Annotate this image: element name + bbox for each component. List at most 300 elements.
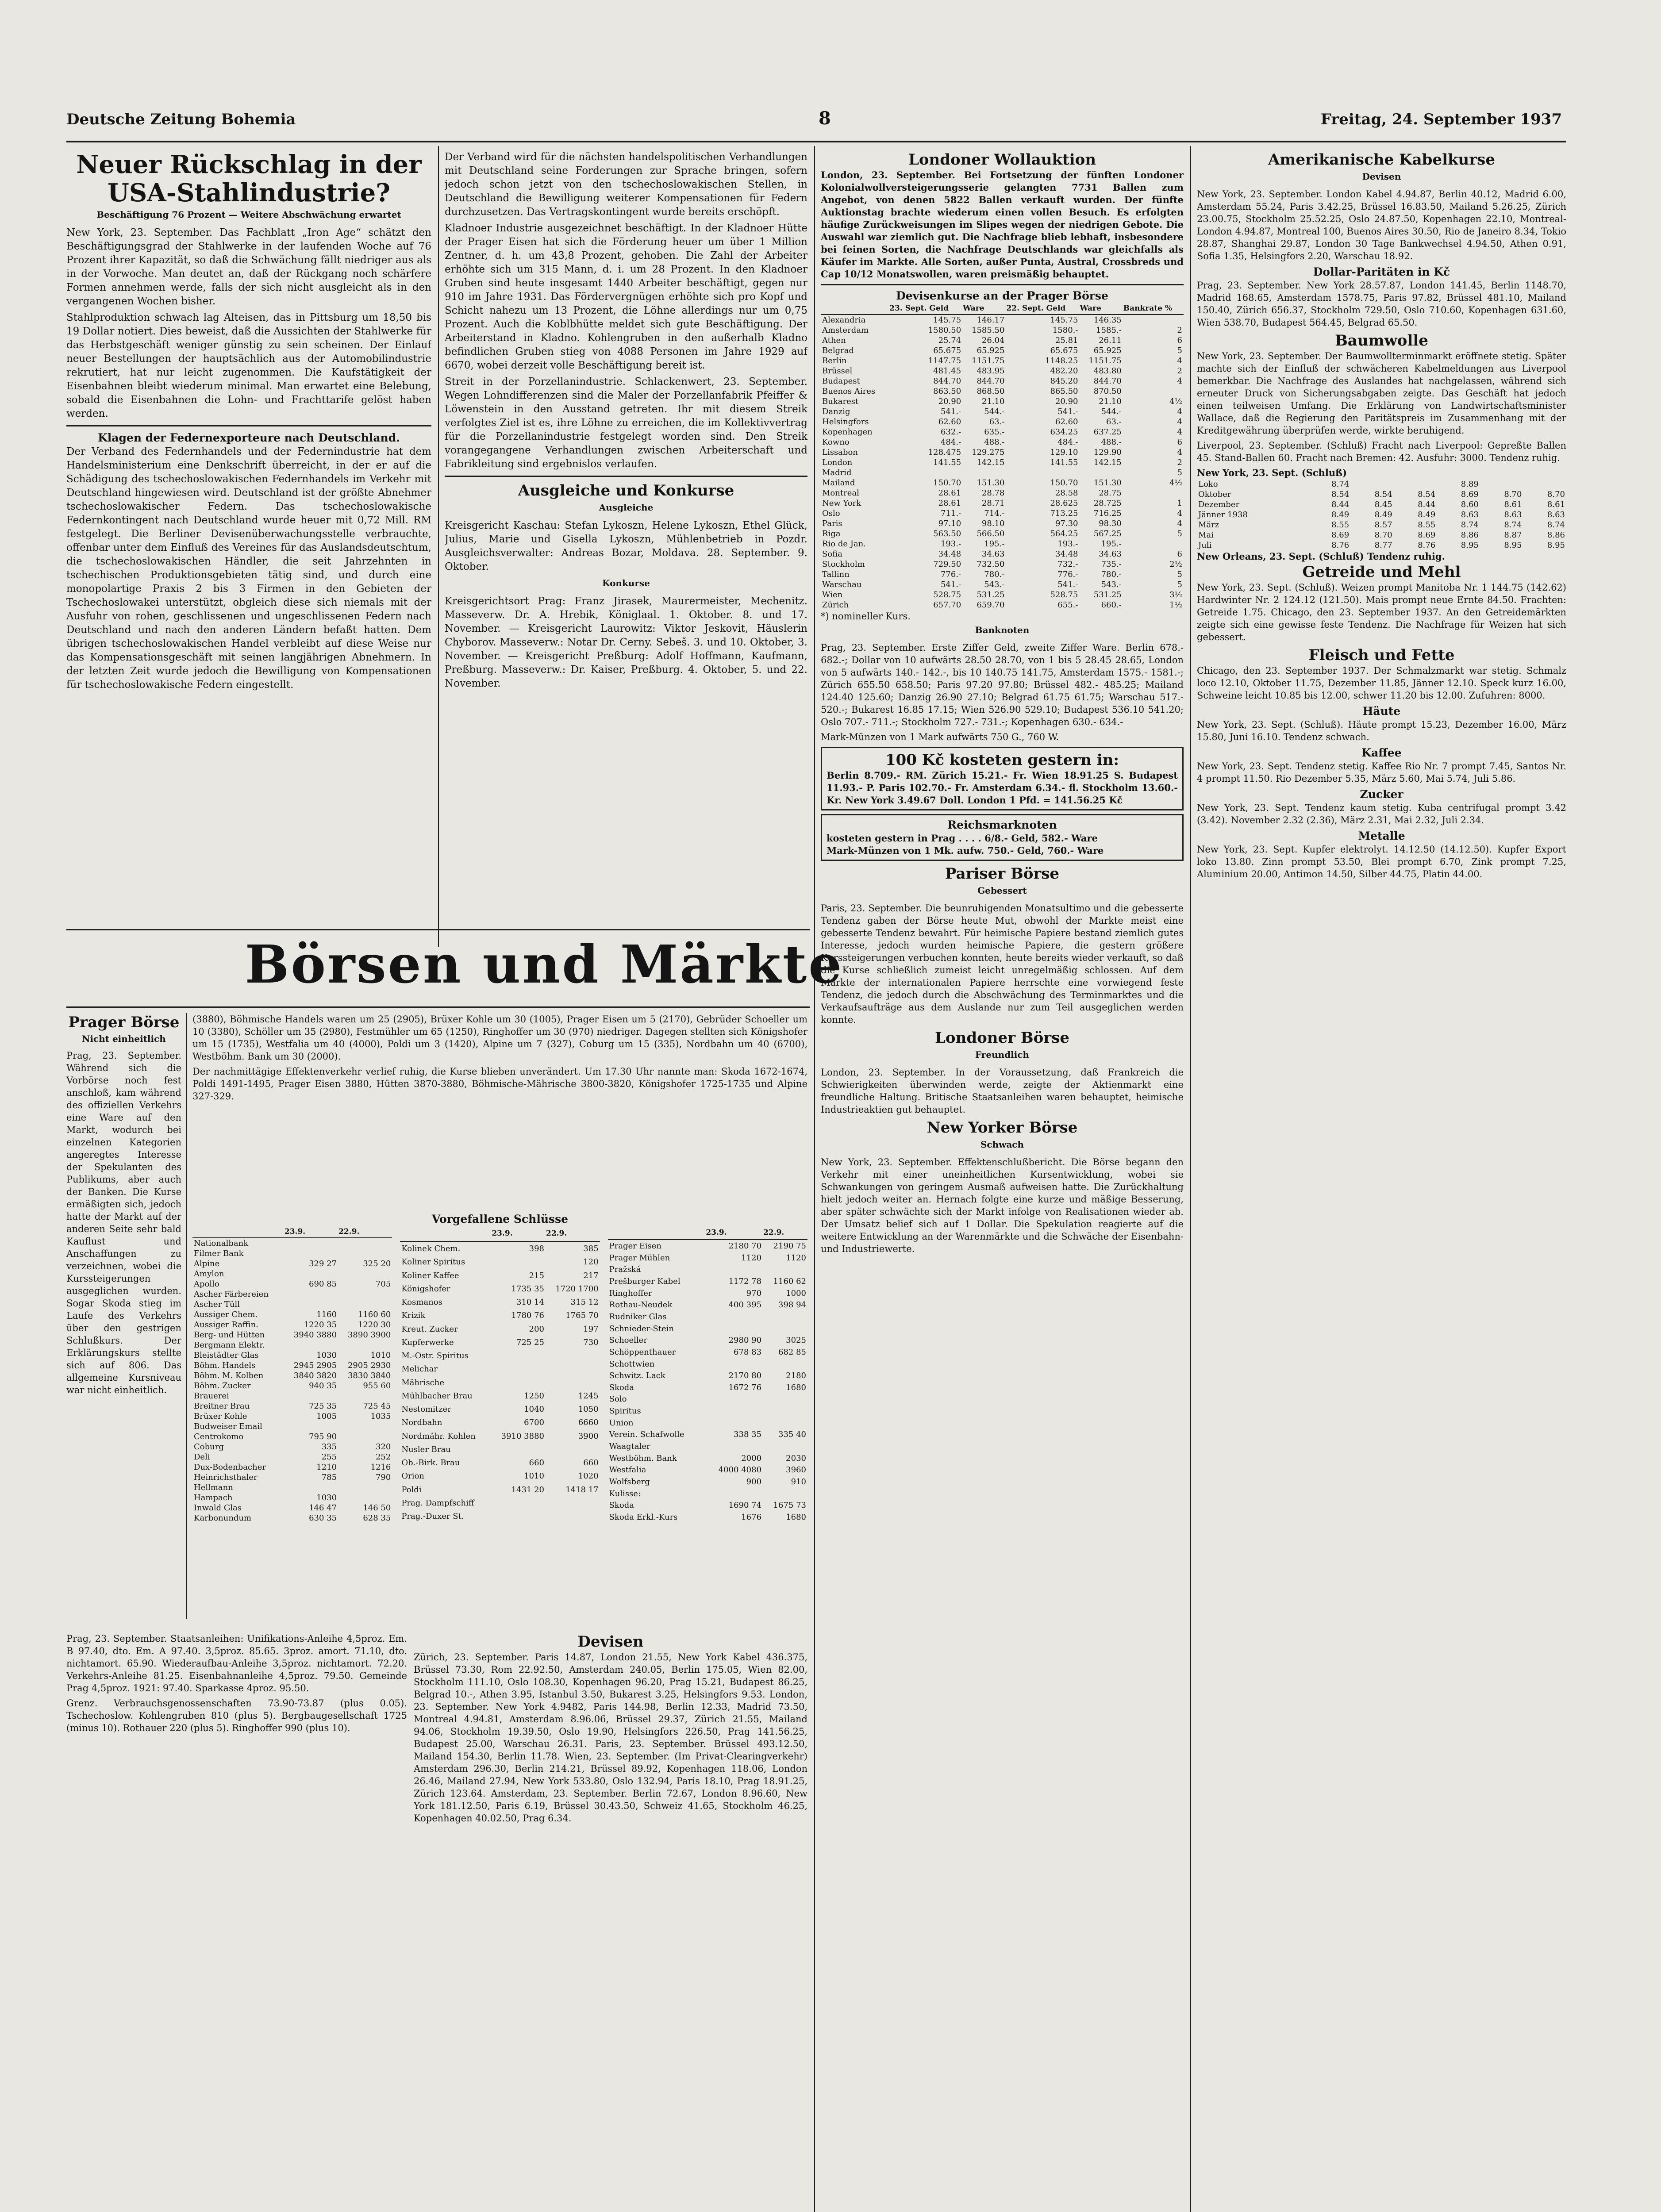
table-cell [705, 1358, 763, 1370]
table-row [821, 376, 1184, 386]
table-cell [284, 1482, 338, 1493]
headline-cable-rates: Amerikanische Kabelkurse [1268, 151, 1495, 169]
headline-grain: Getreide und Mehl [1302, 563, 1461, 581]
table-cell: 4 [1177, 519, 1182, 528]
table-row [192, 1503, 392, 1513]
table-header-cell: Ware [962, 303, 1006, 315]
table-cell: 776.- [1057, 570, 1078, 579]
table-row [192, 1493, 392, 1503]
table-cell: 145.75 [933, 315, 961, 325]
table-cell: 320 [375, 1442, 391, 1452]
table-cell: Wolfsberg [609, 1477, 650, 1486]
table-cell: 34.48 [938, 549, 961, 559]
table-cell: 711.- [940, 509, 961, 518]
article-paragraph: New York, 23. Sept. Kupfer elektrolyt. 14.12.50 (14.12.50). Kupfer Export loko 13.80. Zinn prompt 53.50, Blei prompt 6.70, Zink prompt 7.25, Aluminium 20.00, Antimon 14.50, Silber 44.75, Platin 44.00. [1197, 844, 1566, 879]
table-cell [338, 1248, 392, 1259]
table-cell: 146.35 [1093, 315, 1122, 325]
headline-devisen: Devisen [577, 1633, 644, 1651]
article-paragraph: Paris, 23. September. Die beunruhigenden Monatsultimo und die gebesserte Tendenz gaben der Börse heute Mut, obwohl der Markte meist eine gebesserte Tendenz bewahrt. Für heimische Papiere bestand ziemlich gutes Interesse, jedoch wurden heimische Papiere, die gestern größere Kurssteigerungen verbuchen konnten, heute bereits wieder verkauft, so daß die Kurse schließlich zumeist leicht unregelmäßig schlossen. Auf dem Markte der internationalen Papiere herrschte eine vorwiegend feste Tendenz, die jedoch durch die Abschwächung des Terminmarktes und die Verkaufsaufträge aus dem Auslande nur zum Teil ausgeglichen werden konnte. [821, 903, 1184, 1025]
table-cell: Jänner 1938 [1198, 510, 1248, 519]
table-row [192, 1421, 392, 1432]
table-row [608, 1334, 807, 1346]
table-cell [1394, 479, 1437, 489]
table-cell: 141.55 [933, 458, 961, 467]
table-cell: 146 50 [363, 1503, 391, 1513]
table-row [400, 1296, 600, 1309]
table-cell [763, 1488, 807, 1500]
table-row [400, 1363, 600, 1376]
table-cell: Dux-Bodenbacher [194, 1463, 266, 1472]
table-row [192, 1371, 392, 1381]
table-cell: 1765 70 [565, 1311, 599, 1321]
table-cell: Berlin [822, 356, 847, 365]
table-row [821, 457, 1184, 468]
column-2 [445, 150, 807, 925]
table-cell: 8.55 [1418, 520, 1436, 530]
table-cell: Prager Eisen [609, 1241, 661, 1251]
table-cell: 1245 [578, 1391, 599, 1401]
reichsmark-row: kosteten gestern in Prag . . . . 6/8.- Geld, 582.- Ware [827, 833, 1098, 844]
table-cell: 6 [1177, 549, 1182, 559]
table-cell: 8.49 [1374, 510, 1392, 519]
table-header-cell [821, 303, 889, 315]
article-paragraph: New York, 23. September. Der Baumwollterminmarkt eröffnete stetig. Später machte sich der Einfluß der schwächeren Kabelmeldungen aus Liverpool bemerkbar. Die Nachfrage des Auslandes hat nachgelassen, während sich erneuter Druck von Sicherungsabgaben zeigte. Das Geschäft hat jedoch einen teilweisen Umfang. Die Erklärung von Landwirtschaftsminister Wallace, daß die Regierung den Paritätspreis im Zusammenhang mit der Kreditgewährung überprüfen werde, wirkte beruhigend. [1197, 351, 1566, 436]
table-cell: 1220 35 [304, 1320, 337, 1329]
table-cell: 28.61 [938, 488, 961, 498]
table-cell: Paris [822, 519, 842, 528]
table-cell: Nestomitzer [401, 1405, 451, 1414]
table-row [821, 427, 1184, 437]
table-cell: 2000 [741, 1453, 762, 1463]
table-cell: 6660 [578, 1418, 599, 1428]
table-cell [338, 1289, 392, 1299]
table-row [192, 1310, 392, 1320]
table-cell: 1030 [316, 1351, 337, 1360]
table-cell: 1580.- [1052, 326, 1078, 335]
table-cell: 146.17 [977, 315, 1005, 325]
article-paragraph: Der Verband des Federnhandels und der Federnindustrie hat dem Handelsministerium eine Denkschrift überreicht, in der er auf die Schädigung des tschechoslowakischen Federnhandels im Verkehr mit Deutschland hingewiesen wird. Deutschland ist der größte Abnehmer tschechoslowakischer Federn. Das tschechoslowakische Federnkontingent nach Deutschland wurde heuer mit 0,72 Mill. RM festgelegt. Die Berliner Devisenüberwachungsstelle verbrauchte, offenbar unter dem Einfluß des Vereines für das Auslandsdeutschtum, die tschechoslowakischen Händler, die seit Jahrzehnten in tschechischen Produktionsgebieten tätig sind, und durch eine monopolartige Praxis 2 bis 3 Firmen in den Gebieten der Tschechoslowakei unterstützt, obgleich diese sich niemals mit der Ausfuhr von rohen, geschlissenen und ungeschlissenen Federn nach Deutschland und nach den anderen Ländern befaßt hatten. Dem übrigen tschechoslowakischen Handel verbleibt auf diese Weise nur das Kompensationsgeschäft mit seinen langjährigen Abnehmern. In der letzten Zeit wurde jedoch die Bewilligung von Kompensationen für tschechoslowakische Federn eingestellt. [66, 446, 431, 691]
table-cell: 129.275 [972, 448, 1005, 457]
table-cell: 785 [321, 1473, 337, 1482]
table-cell: Budweiser Email [194, 1422, 262, 1431]
table-cell: Nationalbank [194, 1239, 249, 1248]
table-cell [763, 1440, 807, 1452]
table-cell [491, 1349, 546, 1363]
table-row [192, 1299, 392, 1310]
table-cell: Schoeller [609, 1336, 647, 1345]
table-cell: Inwald Glas [194, 1503, 242, 1513]
table-cell: 682 85 [778, 1347, 806, 1357]
table-cell: 3025 [786, 1336, 806, 1345]
table-cell: 2980 90 [728, 1336, 762, 1345]
table-cell: 34.48 [1055, 549, 1078, 559]
table-cell: 8.95 [1547, 541, 1565, 550]
table-cell [284, 1299, 338, 1310]
table-cell: 8.70 [1547, 490, 1565, 499]
table-cell [705, 1323, 763, 1335]
table-cell: 725 35 [309, 1402, 337, 1411]
table-row [192, 1360, 392, 1371]
header-rule [66, 141, 1566, 142]
table-row [192, 1462, 392, 1472]
table-header-cell: 23.9. [284, 1226, 338, 1238]
table-cell: 730 [583, 1337, 599, 1347]
table-cell: 252 [375, 1452, 391, 1462]
article-paragraph: Prag, 23. September. New York 28.57.87, London 141.45, Berlin 1148.70, Madrid 168.65, Amsterdam 1578.75, Paris 97.82, Brüssel 481.10, Mailand 150.40, Zürich 656.37, Stockholm 729.50, Oslo 710.60, Kopenhagen 631.60, Wien 538.70, Budapest 564.45, Belgrad 65.50. [1197, 280, 1566, 328]
table-cell: 151.30 [977, 478, 1005, 488]
ticker-title: Vorgefallene Schlüsse [431, 1213, 569, 1225]
table-row [1197, 520, 1566, 530]
table-cell: Schwitz. Lack [609, 1371, 665, 1381]
table-cell: 8.44 [1331, 500, 1350, 509]
table-cell: 1585.50 [972, 326, 1005, 335]
subhead-london: Freundlich [975, 1049, 1030, 1060]
table-cell: 910 [791, 1477, 806, 1486]
table-cell: 563.50 [933, 529, 961, 538]
table-cell: 25.81 [1055, 336, 1078, 345]
table-cell: 1147.75 [928, 356, 961, 365]
table-row [192, 1238, 392, 1248]
table-cell: 8.61 [1504, 500, 1522, 509]
table-cell: Brüxer Kohle [194, 1412, 247, 1421]
table-cell: 705 [375, 1279, 391, 1289]
table-row [608, 1299, 807, 1311]
column-rule [186, 1013, 187, 1619]
table-row [400, 1256, 600, 1269]
subhead-ausgleiche: Ausgleiche [599, 502, 654, 513]
table-cell: 200 [529, 1324, 544, 1334]
table-cell: Kopenhagen [822, 427, 873, 437]
table-cell: Juli [1198, 541, 1212, 550]
column-rule [438, 146, 439, 947]
table-cell: 940 35 [309, 1381, 337, 1390]
column-rule [1190, 146, 1191, 2212]
table-cell: 488.- [1101, 438, 1122, 447]
table-cell: 716.25 [1093, 509, 1122, 518]
table-cell: Westböhm. Bank [609, 1453, 677, 1463]
table-row [821, 478, 1184, 488]
table-cell: 1672 76 [728, 1382, 762, 1392]
table-cell: 729.50 [933, 560, 961, 569]
table-cell: 6 [1177, 438, 1182, 447]
table-header-cell: Ware [1079, 303, 1123, 315]
table-cell: 1160 62 [773, 1277, 806, 1286]
table-cell: 484.- [1057, 438, 1078, 447]
table-cell [491, 1256, 546, 1269]
table-row [821, 569, 1184, 580]
table-cell: 1431 20 [511, 1485, 544, 1494]
table-row [821, 386, 1184, 396]
table-cell [705, 1264, 763, 1276]
table-cell: Schottwien [609, 1359, 655, 1369]
table-cell: Ob.-Birk. Brau [401, 1458, 460, 1468]
table-row [821, 590, 1184, 600]
table-cell: 5 [1177, 346, 1182, 355]
table-row [821, 366, 1184, 376]
table-cell: Prag. Dampfschiff [401, 1498, 474, 1508]
table-cell: 3840 3820 [293, 1371, 337, 1380]
section-banner: Börsen und Märkte [245, 933, 844, 995]
table-cell: 315 12 [570, 1298, 599, 1307]
table-cell: 217 [583, 1271, 599, 1280]
table-cell: 544.- [1101, 407, 1122, 416]
table-cell [705, 1440, 763, 1452]
table-cell [284, 1248, 338, 1259]
table-cell: 2 [1177, 458, 1182, 467]
table-cell: 528.75 [933, 590, 961, 599]
table-cell: 8.57 [1374, 520, 1392, 530]
table-cell: 398 [529, 1244, 544, 1253]
table-cell: 2905 2930 [347, 1361, 391, 1370]
table-cell [1350, 479, 1394, 489]
table-cell: Koliner Spiritus [401, 1257, 465, 1267]
table-cell: Mai [1198, 530, 1214, 540]
table-cell: 325 20 [363, 1259, 391, 1268]
table-cell: 3½ [1169, 590, 1182, 599]
table-cell: Kreut. Zucker [401, 1324, 458, 1334]
fx-table-title: Devisenkurse an der Prager Börse [896, 289, 1108, 302]
table-cell: 659.70 [977, 600, 1005, 610]
table-cell: 1160 60 [358, 1310, 391, 1319]
article-paragraph: New York, 23. Sept. Tendenz kaum stetig. Kuba centrifugal prompt 3.42 (3.42). November 2.32 (2.36), März 2.31, Mai 2.32, Juli 2.34. [1197, 803, 1566, 826]
table-cell [889, 468, 962, 478]
table-cell: 2 [1177, 366, 1182, 376]
table-cell: Kowno [822, 438, 850, 447]
table-cell: 28.61 [938, 499, 961, 508]
table-cell [338, 1269, 392, 1279]
table-cell: 8.70 [1504, 490, 1522, 499]
table-row [608, 1323, 807, 1335]
bonds-report [66, 1632, 407, 2212]
table-cell [546, 1510, 600, 1523]
table-cell [1123, 315, 1184, 325]
ny-cotton-title: New York, 23. Sept. (Schluß) [1197, 467, 1347, 478]
table-cell: Stockholm [822, 560, 865, 569]
table-cell: 1780 76 [511, 1311, 544, 1321]
table-cell: 62.60 [938, 417, 961, 426]
table-cell: 5 [1177, 468, 1182, 477]
table-cell: 780.- [1101, 570, 1122, 579]
table-cell: 481.45 [933, 366, 961, 376]
table-row [192, 1513, 392, 1523]
table-cell: Montreal [822, 488, 859, 498]
section-rule [66, 929, 810, 930]
table-row [400, 1349, 600, 1363]
box-text: Berlin 8.709.- RM. Zürich 15.21.- Fr. Wien 18.91.25 S. Budapest 11.93.- P. Paris 102.70.- Fr. Amsterdam 6.34.- fl. Stockholm 13.60.- Kr. New York 3.49.67 Doll. London 1 Pfd. = 141.56.25 Kč [827, 770, 1178, 806]
column-3 [821, 150, 1184, 2212]
table-cell: Helsingfors [822, 417, 869, 426]
table-cell: 1 [1177, 499, 1182, 508]
table-row [608, 1358, 807, 1370]
table-cell: 1250 [524, 1391, 544, 1401]
table-cell: März [1198, 520, 1219, 530]
table-header-row [192, 1226, 392, 1238]
new-orleans-title: New Orleans, 23. Sept. (Schluß) Tendenz ruhig. [1197, 551, 1445, 562]
table-cell: 398 94 [778, 1300, 806, 1310]
table-cell: 150.70 [933, 478, 961, 488]
table-row [400, 1510, 600, 1523]
table-cell [546, 1496, 600, 1509]
table-cell: 567.25 [1093, 529, 1122, 538]
table-cell: 790 [375, 1473, 391, 1482]
table-cell [763, 1358, 807, 1370]
table-cell [763, 1417, 807, 1429]
table-cell: 2170 80 [728, 1371, 762, 1381]
table-cell: 678 83 [734, 1347, 762, 1357]
table-cell: 193.- [940, 539, 961, 549]
table-cell: 2½ [1169, 560, 1182, 569]
table-cell [338, 1482, 392, 1493]
table-cell: Prag.-Duxer St. [401, 1512, 464, 1521]
table-cell: 900 [746, 1477, 762, 1486]
table-cell: 488.- [984, 438, 1005, 447]
table-header-cell [400, 1226, 491, 1241]
table-cell: Karbonundum [194, 1513, 252, 1523]
table-cell: 1½ [1169, 600, 1182, 610]
table-cell: Krizik [401, 1311, 426, 1321]
table-cell: 655.- [1057, 600, 1078, 610]
table-cell: Riga [822, 529, 841, 538]
column-1 [66, 150, 431, 925]
table-cell: 1120 [741, 1253, 762, 1263]
table-row [608, 1394, 807, 1406]
table-cell: Kolinek Chem. [401, 1244, 461, 1253]
table-cell: 3900 [578, 1431, 599, 1441]
table-cell: 1000 [786, 1288, 806, 1298]
table-cell: 868.50 [977, 387, 1005, 396]
table-cell: Amsterdam [822, 326, 869, 335]
table-cell: Deli [194, 1452, 210, 1462]
table-cell [338, 1421, 392, 1432]
table-row [608, 1511, 807, 1523]
table-cell: 34.63 [1099, 549, 1122, 559]
table-cell: 8.63 [1461, 510, 1479, 519]
table-row [821, 417, 1184, 427]
table-row [1197, 510, 1566, 520]
table-row [1197, 489, 1566, 499]
table-cell: 1160 [316, 1310, 337, 1319]
table-cell: Ascher Färbereien [194, 1290, 269, 1299]
table-cell: 1010 [524, 1471, 544, 1481]
table-cell [338, 1340, 392, 1350]
article-paragraph: Prag, 23. September. Während sich die Vorbörse noch fest anschloß, kam während des offiziellen Verkehrs eine Ware auf den Markt, wodurch bei einzelnen Kategorien angeregtes Interesse der Spekulanten des Publikums, aber auch der Banken. Die Kurse ermäßigten sich, jedoch hatte der Markt auf der anderen Seite sehr bald Kauflust und Anschaffungen zu verzeichnen, wobei die Kurssteigerungen ausgeglichen wurden. Sogar Skoda stieg im Laufe des Verkehrs über den gestrigen Schlußkurs. Der Erklärungskurs stellte sich auf 806. Das allgemeine Kursniveau war nicht einheitlich. [66, 1050, 181, 1395]
table-header-row [400, 1226, 600, 1241]
table-cell: 483.80 [1093, 366, 1122, 376]
table-row [400, 1336, 600, 1349]
table-cell: 4 [1177, 376, 1182, 386]
table-header-cell: 23.9. [705, 1226, 763, 1240]
table-cell: 483.95 [977, 366, 1005, 376]
article-paragraph: New York, 23. Sept. Tendenz stetig. Kaffee Rio Nr. 7 prompt 7.45, Santos Nr. 4 prompt 11.50. Rio Dezember 5.35, März 5.60, Mai 5.74, Juli 5.86. [1197, 761, 1566, 784]
table-cell: Apollo [194, 1279, 219, 1289]
table-cell: 338 35 [734, 1430, 762, 1440]
table-cell: 97.10 [938, 519, 961, 528]
table-cell: Waagtaler [609, 1442, 650, 1451]
section-rule [66, 1006, 810, 1008]
article-paragraph: Streit in der Porzellanindustrie. Schlackenwert, 23. September. Wegen Lohndifferenzen sind die Maler der Porzellanfabrik Pfeiffer & Löwenstein in den Ausstand getreten. Ihr mit diesem Streik verfolgtes Ziel ist es, ihre Löhne zu erreichen, die im Kollektivvertrag für die Porzellanindustrie festgelegt worden sind. Den Streik vorangegangene Verhandlungen zwischen Arbeiterschaft und Fabrikleitung sind ergebnislos verlaufen. [445, 376, 807, 470]
article-paragraph: New York, 23. Sept. (Schluß). Weizen prompt Manitoba Nr. 1 144.75 (142.62) Hardwinter Nr. 2 124.12 (121.50). Mais prompt neue Ernte 84.50. Frachten: Getreide 1.75. Chicago, den 23. September 1937. An den Getreidemärkten zeigte sich eine gewisse feste Tendenz. Die Nachfrage für Weizen hat sich gebessert. [1197, 582, 1566, 642]
table-cell: 28.75 [1099, 488, 1122, 498]
table-cell: 628 35 [363, 1513, 391, 1523]
table-row [608, 1452, 807, 1464]
table-cell: 776.- [940, 570, 961, 579]
table-row [608, 1264, 807, 1276]
table-cell: Prešburger Kabel [609, 1277, 681, 1286]
table-cell: 8.74 [1461, 520, 1479, 530]
table-cell: 8.77 [1374, 541, 1392, 550]
table-cell: 28.78 [981, 488, 1005, 498]
table-row [608, 1476, 807, 1488]
table-cell [1079, 468, 1123, 478]
table-row [608, 1346, 807, 1358]
table-cell: 1418 17 [565, 1485, 599, 1494]
table-cell: 8.95 [1504, 541, 1522, 550]
table-cell: Poldi [401, 1485, 422, 1494]
table-row [821, 315, 1184, 325]
table-cell: 543.- [984, 580, 1005, 589]
table-cell: Danzig [822, 407, 850, 416]
headline-feathers: Klagen der Federnexporteure nach Deutschland. [98, 431, 400, 444]
table-cell: Ascher Tüll [194, 1300, 240, 1309]
table-cell: 197 [583, 1324, 599, 1334]
table-cell: 1035 [370, 1412, 391, 1421]
table-cell: Bukarest [822, 397, 859, 406]
table-cell: Brüssel [822, 366, 853, 376]
table-cell [546, 1443, 600, 1456]
table-cell: 634.25 [1050, 427, 1078, 437]
table-cell: 660 [583, 1458, 599, 1468]
table-cell [491, 1496, 546, 1509]
article-paragraph: Kreisgerichtsort Prag: Franz Jirasek, Maurermeister, Mechenitz. Masseverw. Dr. A. Hrebik, Königlaal. 1. Oktober. 8. und 17. November. — Kreisgericht Laurowitz: Viktor Jeskovit, Häuslerin Chyborov. Masseverw.: Notar Dr. Cerny. Sebeš. 3. und 10. Oktober, 3. November. — Kreisgericht Preßburg: Adolf Hoffmann, Kaufmann, Preßburg. Masseverw.: Dr. Kaiser, Preßburg. 4. Oktober, 5. und 22. November. [445, 595, 807, 689]
table-cell [1123, 488, 1184, 498]
table-cell: 865.50 [1050, 387, 1078, 396]
headline-sugar: Zucker [1360, 788, 1403, 801]
ticker-table-3 [608, 1226, 807, 1523]
table-row [400, 1483, 600, 1496]
table-cell: Prager Mühlen [609, 1253, 670, 1263]
table-header-cell: 23. Sept. Geld [889, 303, 962, 315]
table-cell [284, 1289, 338, 1299]
table-row [821, 325, 1184, 335]
table-cell: 564.25 [1050, 529, 1078, 538]
table-cell [338, 1391, 392, 1401]
table-row [608, 1287, 807, 1299]
table-header-cell: 23.9. [491, 1226, 546, 1241]
table-cell: Nordbahn [401, 1418, 442, 1428]
table-cell: 215 [529, 1271, 544, 1280]
article-paragraph: Prag, 23. September. Erste Ziffer Geld, zweite Ziffer Ware. Berlin 678.- 682.-; Dollar von 10 aufwärts 28.50 28.70, von 1 bis 5 28.45 28.65, London von 5 aufwärts 140.- 142.-, bis 10 140.75 141.75, Amsterdam 1575.- 1581.-; Zürich 655.50 658.50; Paris 97.20 97.80; Brüssel 482.- 485.25; Mailand 124.40 125.60; Danzig 26.90 27.10; Belgrad 61.75 61.75; Warschau 517.- 520.-; Bukarest 16.85 17.15; Wien 526.90 529.10; Budapest 536.10 541.20; Oslo 707.- 711.-; Stockholm 727.- 731.-; Kopenhagen 630.- 634.- [821, 642, 1184, 727]
table-cell: Alexandria [822, 315, 866, 325]
table-cell: Solo [609, 1394, 627, 1404]
prague-exchange-report [66, 1013, 181, 1619]
table-row [192, 1452, 392, 1462]
table-cell: Sofia [822, 549, 842, 559]
table-cell: 531.25 [1093, 590, 1122, 599]
table-cell: 8.60 [1461, 500, 1479, 509]
table-cell: 795 90 [309, 1432, 337, 1441]
table-cell [705, 1311, 763, 1323]
table-cell: 8.70 [1374, 530, 1392, 540]
table-cell [763, 1264, 807, 1276]
table-cell: 528.75 [1050, 590, 1078, 599]
table-row [192, 1279, 392, 1289]
table-header-cell: 22. Sept. Geld [1006, 303, 1079, 315]
table-row [400, 1241, 600, 1256]
table-cell: Bleistädter Glas [194, 1351, 259, 1360]
table-row [821, 346, 1184, 356]
table-cell: 6 [1177, 336, 1182, 345]
table-cell: 8.61 [1547, 500, 1565, 509]
